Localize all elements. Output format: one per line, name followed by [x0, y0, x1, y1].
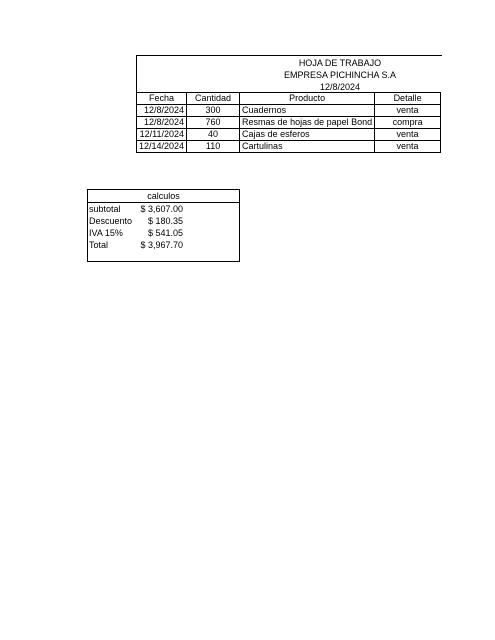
calc-row-subtotal: [88, 203, 239, 215]
cell-detalle[interactable]: venta: [375, 129, 441, 141]
calc-value[interactable]: $ 541.05: [147, 228, 183, 238]
table-row: [137, 117, 441, 129]
cell-producto[interactable]: Cuadernos: [240, 105, 375, 117]
table-header-row: [137, 93, 441, 105]
calc-label[interactable]: Descuento: [89, 216, 133, 226]
company-name: EMPRESA PICHINCHA S.A: [283, 70, 397, 80]
cell-producto[interactable]: Cajas de esferos: [240, 129, 375, 141]
cell-cantidad[interactable]: 760: [187, 117, 240, 129]
cell-detalle[interactable]: venta: [375, 105, 441, 117]
cell-fecha[interactable]: 12/8/2024: [137, 105, 187, 117]
cell-fecha[interactable]: 12/14/2024: [137, 141, 187, 153]
calc-row-iva: [88, 227, 239, 239]
calc-row-total: [88, 239, 239, 251]
cell-cantidad[interactable]: 300: [187, 105, 240, 117]
column-header-fecha[interactable]: Fecha: [137, 93, 187, 105]
transactions-table: [136, 92, 441, 153]
column-header-producto[interactable]: Producto: [240, 93, 375, 105]
calc-label[interactable]: subtotal: [89, 204, 121, 214]
cell-detalle[interactable]: compra: [375, 117, 441, 129]
cell-producto[interactable]: Resmas de hojas de papel Bond: [240, 117, 375, 129]
column-header-detalle[interactable]: Detalle: [375, 93, 441, 105]
worksheet-title: HOJA DE TRABAJO: [298, 58, 382, 68]
cell-detalle[interactable]: venta: [375, 141, 441, 153]
cell-fecha[interactable]: 12/11/2024: [137, 129, 187, 141]
calc-label[interactable]: Total: [89, 240, 109, 250]
calc-row-descuento: [88, 215, 239, 227]
calculations-block: [87, 189, 240, 262]
cell-cantidad[interactable]: 110: [187, 141, 240, 153]
calc-value[interactable]: $ 3,607.00: [140, 204, 183, 214]
table-row: [137, 105, 441, 117]
calc-value[interactable]: $ 180.35: [147, 216, 183, 226]
worksheet-date: 12/8/2024: [319, 82, 361, 92]
worksheet-block: [136, 55, 442, 153]
calc-label[interactable]: IVA 15%: [89, 228, 123, 238]
calc-value[interactable]: $ 3,967.70: [140, 240, 183, 250]
table-row: [137, 129, 441, 141]
cell-producto[interactable]: Cartulinas: [240, 141, 375, 153]
table-row: [137, 141, 441, 153]
cell-cantidad[interactable]: 40: [187, 129, 240, 141]
calculations-title[interactable]: calculos: [88, 190, 239, 203]
column-header-cantidad[interactable]: Cantidad: [187, 93, 240, 105]
cell-fecha[interactable]: 12/8/2024: [137, 117, 187, 129]
